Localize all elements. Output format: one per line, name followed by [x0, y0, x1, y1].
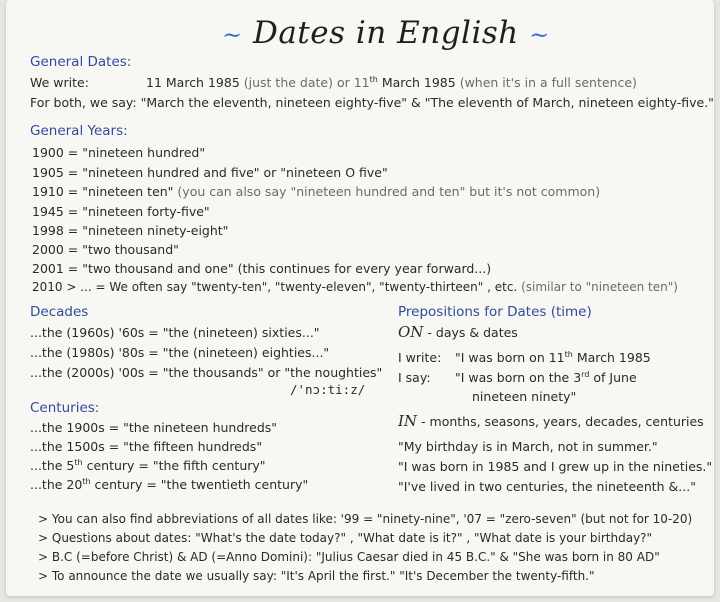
on-description: - days & dates — [427, 325, 518, 340]
title-text: Dates in English — [252, 15, 519, 51]
centuries-heading: Centuries: — [30, 400, 100, 416]
decades-heading: Decades — [30, 304, 89, 320]
phonetic-transcription: /'nɔ:ti:z/ — [290, 382, 366, 397]
general-dates-heading: General Dates: — [30, 54, 132, 70]
date-note-1: (just the date) or 11 — [243, 75, 370, 90]
we-write-line — [146, 75, 637, 90]
year-row: 1998 = "nineteen ninety-eight" — [32, 223, 229, 238]
note-line: > B.C (=before Christ) & AD (=Anno Domini): "Julius Caesar died in 45 B.C." & "She was born in 80 AD" — [38, 550, 660, 564]
year-row: 1910 = "nineteen ten" (you can also say "nineteen hundred and ten" but it's not common) — [32, 184, 601, 199]
we-write-label: We write: — [30, 75, 89, 90]
date-example: 11 March 1985 — [146, 75, 240, 90]
page-title — [222, 15, 550, 53]
we-say-line: For both, we say: "March the eleventh, nineteen eighty-five" & "The eleventh of March, nineteen eighty-five." — [30, 95, 714, 110]
century-row: ...the 20th century = "the twentieth century" — [30, 476, 309, 492]
in-description: - months, seasons, years, decades, centuries — [421, 414, 704, 429]
i-write-example: "I was born on 11th March 1985 — [455, 349, 651, 365]
on-rule — [398, 325, 518, 340]
in-example: "My birthday is in March, not in summer." — [398, 439, 658, 454]
in-word: IN — [398, 412, 418, 430]
on-word: ON — [398, 323, 424, 341]
in-example: "I've lived in two centuries, the nineteenth &..." — [398, 479, 696, 494]
title-tilde-right: ~ — [529, 21, 550, 49]
decade-row: ...the (2000s) '00s = "the thousands" or "the noughties" — [30, 365, 383, 380]
century-row: ...the 5th century = "the fifth century" — [30, 457, 266, 473]
year-row: 2010 > ... = We often say "twenty-ten", "twenty-eleven", "twenty-thirteen" , etc. (similar to "nineteen ten") — [32, 280, 678, 294]
i-write-label: I write: — [398, 350, 442, 365]
in-example: "I was born in 1985 and I grew up in the nineties." — [398, 459, 713, 474]
in-rule — [398, 414, 704, 429]
year-row: 2001 = "two thousand and one" (this continues for every year forward...) — [32, 261, 492, 276]
year-row: 2000 = "two thousand" — [32, 242, 179, 257]
century-row: ...the 1900s = "the nineteen hundreds" — [30, 420, 278, 435]
year-row: 1905 = "nineteen hundred and five" or "nineteen O five" — [32, 165, 388, 180]
note-line: > To announce the date we usually say: "It's April the first." "It's December the twenty-fifth." — [38, 569, 595, 583]
date-example-2: March 1985 — [381, 75, 456, 90]
i-say-continuation: nineteen ninety" — [472, 389, 577, 404]
century-row: ...the 1500s = "the fifteen hundreds" — [30, 439, 263, 454]
note-line: > You can also find abbreviations of all dates like: '99 = "ninety-nine", '07 = "zero-seven" (but not for 10-20) — [38, 512, 693, 526]
decade-row: ...the (1980s) '80s = "the (nineteen) eighties..." — [30, 345, 330, 360]
title-tilde-left: ~ — [222, 21, 243, 49]
i-say-label: I say: — [398, 370, 431, 385]
year-row: 1945 = "nineteen forty-five" — [32, 204, 210, 219]
decade-row: ...the (1960s) '60s = "the (nineteen) sixties..." — [30, 325, 320, 340]
year-row: 1900 = "nineteen hundred" — [32, 145, 206, 160]
date-note-2: (when it's in a full sentence) — [459, 75, 637, 90]
note-line: > Questions about dates: "What's the date today?" , "What date is it?" , "What date is your birthday?" — [38, 531, 653, 545]
prepositions-heading: Prepositions for Dates (time) — [398, 304, 592, 320]
ordinal-suffix: th — [369, 74, 378, 84]
general-years-heading: General Years: — [30, 123, 128, 139]
i-say-example: "I was born on the 3rd of June — [455, 369, 637, 385]
